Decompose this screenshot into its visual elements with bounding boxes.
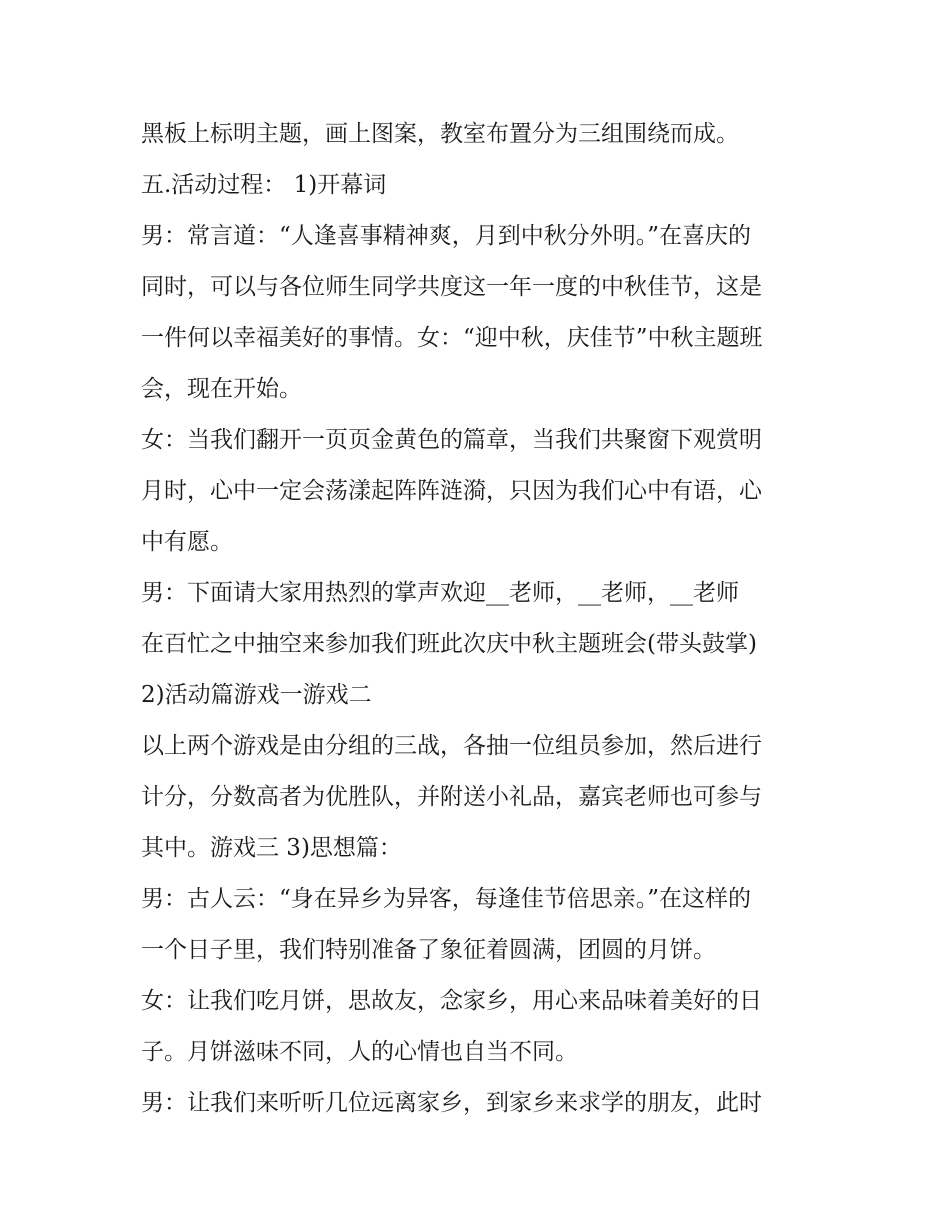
text-line: 女：让我们吃月饼，思故友，念家乡，用心来品味着美好的日: [141, 988, 762, 1014]
text-line: 计分，分数高者为优胜队，并附送小礼品，嘉宾老师也可参与: [141, 784, 762, 810]
section-heading: 五.活动过程： 1)开幕词: [141, 172, 387, 198]
text-line: 一件何以幸福美好的事情。女：“迎中秋，庆佳节”中秋主题班: [141, 325, 763, 351]
text-line: 男：常言道：“人逢喜事精神爽，月到中秋分外明。”在喜庆的: [141, 223, 752, 249]
text-line: 其中。游戏三 3)思想篇：: [141, 835, 402, 861]
text-line: 男：古人云：“身在异乡为异客，每逢佳节倍思亲。”在这样的: [141, 886, 752, 912]
text-line: 中有愿。: [141, 529, 233, 555]
text-line: 子。月饼滋味不同，人的心情也自当不同。: [141, 1039, 578, 1065]
document-body: [141, 109, 821, 1129]
text-line: 会，现在开始。: [141, 376, 302, 402]
text-line: 在百忙之中抽空来参加我们班此次庆中秋主题班会(带头鼓掌): [141, 631, 757, 657]
text-line: 以上两个游戏是由分组的三战，各抽一位组员参加，然后进行: [141, 733, 762, 759]
section-heading: 2)活动篇游戏一游戏二: [141, 682, 372, 708]
text-line: 男：下面请大家用热烈的掌声欢迎__老师，__老师，__老师: [141, 580, 739, 606]
text-line: 同时，可以与各位师生同学共度这一年一度的中秋佳节，这是: [141, 274, 762, 300]
text-line: 月时，心中一定会荡漾起阵阵涟漪，只因为我们心中有语，心: [141, 478, 762, 504]
text-line: 男：让我们来听听几位远离家乡，到家乡来求学的朋友，此时: [141, 1090, 762, 1116]
text-line: 女：当我们翻开一页页金黄色的篇章，当我们共聚窗下观赏明: [141, 427, 762, 453]
text-line: 一个日子里，我们特别准备了象征着圆满，团圆的月饼。: [141, 937, 716, 963]
text-line: 黑板上标明主题，画上图案，教室布置分为三组围绕而成。: [141, 121, 739, 147]
